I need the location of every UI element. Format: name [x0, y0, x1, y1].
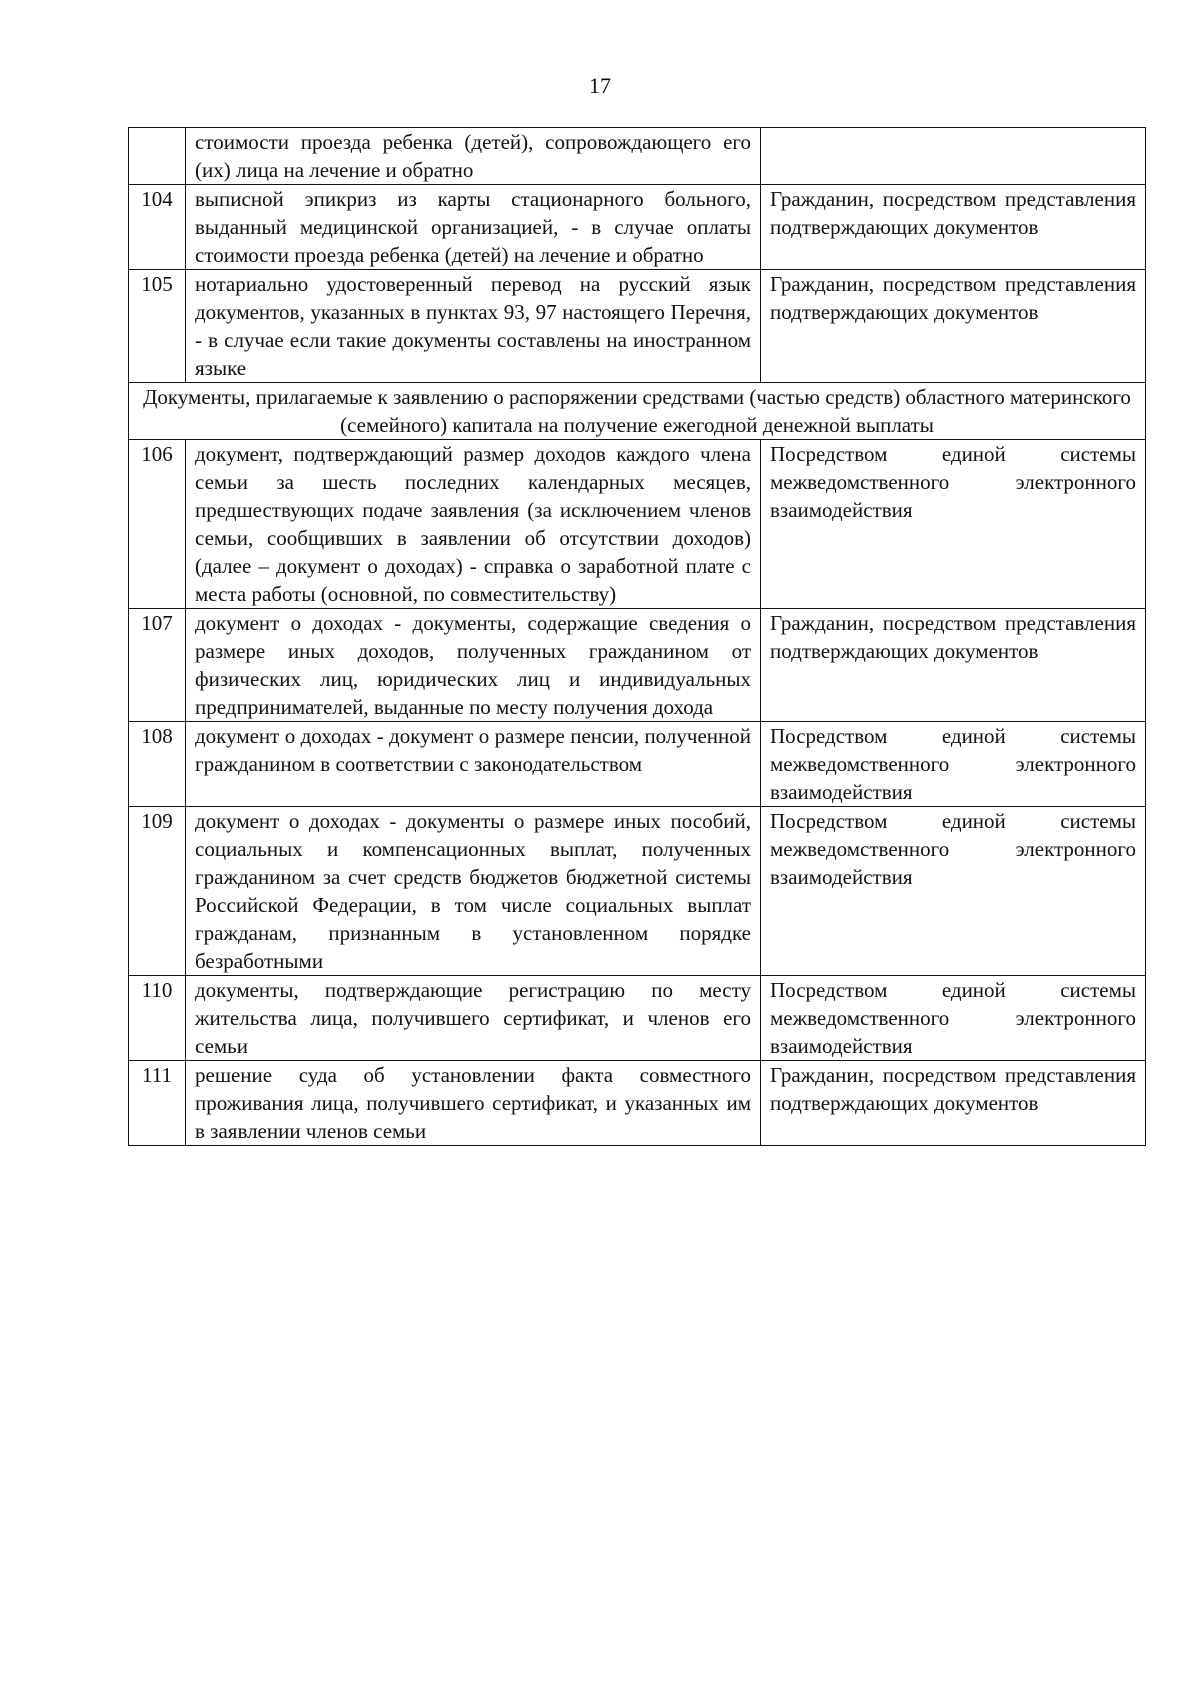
- row-number: 105: [129, 270, 186, 383]
- table-row: [129, 128, 1146, 185]
- submission-method: Посредством единой системы межведомственного электронного взаимодействия: [761, 440, 1146, 609]
- row-number: 111: [129, 1061, 186, 1146]
- row-number: 110: [129, 976, 186, 1061]
- table-row: [129, 722, 1146, 807]
- table-row: [129, 976, 1146, 1061]
- row-number: [129, 128, 186, 185]
- submission-method: [761, 128, 1146, 185]
- submission-method: Посредством единой системы межведомственного электронного взаимодействия: [761, 807, 1146, 976]
- table-row: [129, 440, 1146, 609]
- document-description: документ о доходах - документ о размере пенсии, полученной гражданином в соответствии с законодательством: [186, 722, 761, 807]
- row-number: 108: [129, 722, 186, 807]
- document-description: решение суда об установлении факта совместного проживания лица, получившего сертификат, и указанных им в заявлении членов семьи: [186, 1061, 761, 1146]
- submission-method: Посредством единой системы межведомственного электронного взаимодействия: [761, 722, 1146, 807]
- submission-method: Гражданин, посредством представления подтверждающих документов: [761, 1061, 1146, 1146]
- document-description: нотариально удостоверенный перевод на русский язык документов, указанных в пунктах 93, 97 настоящего Перечня, - в случае если такие документы составлены на иностранном языке: [186, 270, 761, 383]
- submission-method: Гражданин, посредством представления подтверждающих документов: [761, 270, 1146, 383]
- row-number: 107: [129, 609, 186, 722]
- table-row: [129, 807, 1146, 976]
- document-description: выписной эпикриз из карты стационарного больного, выданный медицинской организацией, - в случае оплаты стоимости проезда ребенка (детей) на лечение и обратно: [186, 185, 761, 270]
- submission-method: Посредством единой системы межведомственного электронного взаимодействия: [761, 976, 1146, 1061]
- table-row: [129, 1061, 1146, 1146]
- section-header-row: [129, 383, 1146, 440]
- section-header: Документы, прилагаемые к заявлению о распоряжении средствами (частью средств) областного материнского (семейного) капитала на получение ежегодной денежной выплаты: [129, 383, 1146, 440]
- documents-table: [128, 127, 1146, 1146]
- row-number: 104: [129, 185, 186, 270]
- document-description: документ о доходах - документы о размере иных пособий, социальных и компенсационных выплат, полученных гражданином за счет средств бюджетов бюджетной системы Российской Федерации, в том числе социальных выплат гражданам, признанным в установленном порядке безработными: [186, 807, 761, 976]
- table-row: [129, 270, 1146, 383]
- page-number: 17: [589, 73, 611, 98]
- submission-method: Гражданин, посредством представления подтверждающих документов: [761, 185, 1146, 270]
- submission-method: Гражданин, посредством представления подтверждающих документов: [761, 609, 1146, 722]
- document-description: стоимости проезда ребенка (детей), сопровождающего его (их) лица на лечение и обратно: [186, 128, 761, 185]
- row-number: 106: [129, 440, 186, 609]
- document-description: документ о доходах - документы, содержащие сведения о размере иных доходов, полученных гражданином от физических лиц, юридических лиц и индивидуальных предпринимателей, выданные по месту получения дохода: [186, 609, 761, 722]
- document-description: документы, подтверждающие регистрацию по месту жительства лица, получившего сертификат, и членов его семьи: [186, 976, 761, 1061]
- table-row: [129, 609, 1146, 722]
- table-row: [129, 185, 1146, 270]
- row-number: 109: [129, 807, 186, 976]
- document-description: документ, подтверждающий размер доходов каждого члена семьи за шесть последних календарных месяцев, предшествующих подаче заявления (за исключением членов семьи, сообщивших в заявлении об отсутствии доходов) (далее – документ о доходах) - справка о заработной плате с места работы (основной, по совместительству): [186, 440, 761, 609]
